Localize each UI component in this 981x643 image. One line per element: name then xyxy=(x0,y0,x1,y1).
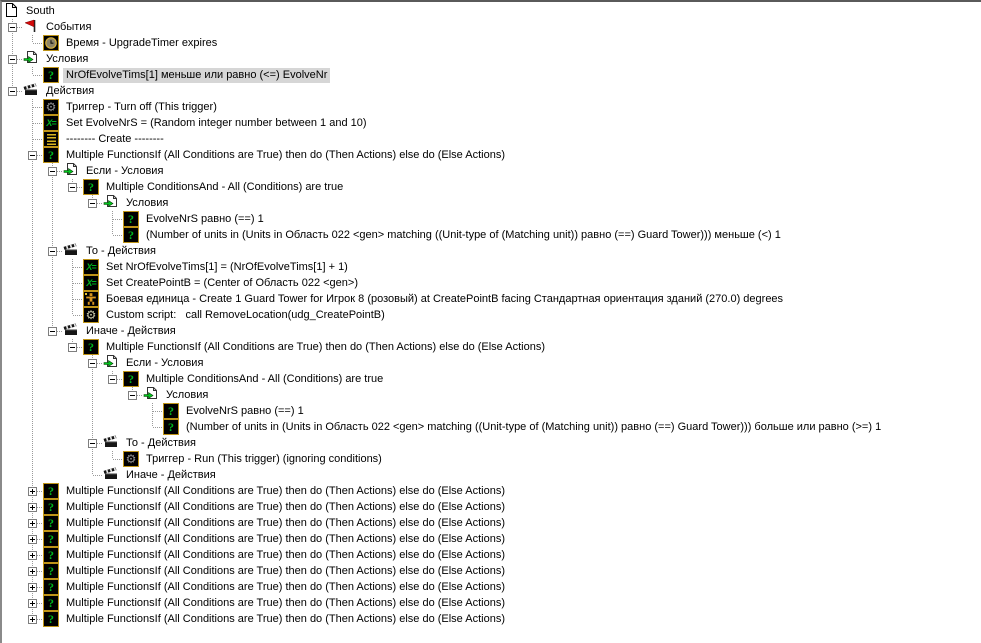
tree-row-label: Условия xyxy=(166,388,209,401)
tree-guide-line xyxy=(43,179,63,195)
tree-guide-line xyxy=(43,195,63,211)
condition-question-icon: ? xyxy=(83,339,99,355)
tree-guide-line xyxy=(3,291,23,307)
tree-guide-line xyxy=(3,467,23,483)
tree-guide-line xyxy=(43,435,63,451)
tree-row[interactable] xyxy=(3,467,981,483)
condition-question-icon: ? xyxy=(83,179,99,195)
tree-row-label: Set EvolveNrS = (Random integer number between 1 and 10) xyxy=(66,116,367,129)
tree-row[interactable] xyxy=(3,595,981,611)
expander-minus-icon[interactable] xyxy=(68,183,77,192)
tree-row-label: Боевая единица - Create 1 Guard Tower for Игрок 8 (розовый) at CreatePointB facing Стандартная ориентация зданий (270.0) degrees xyxy=(106,292,784,305)
conditions-page-icon xyxy=(63,163,79,179)
tree-guide-line xyxy=(3,451,23,467)
tree-row[interactable] xyxy=(3,259,981,275)
expander-minus-icon[interactable] xyxy=(68,343,77,352)
expander-plus-icon[interactable] xyxy=(28,599,37,608)
tree-row[interactable] xyxy=(3,387,981,403)
tree-guide-line xyxy=(3,67,23,83)
tree-row[interactable] xyxy=(3,563,981,579)
tree-guide-line xyxy=(63,403,83,419)
events-flag-icon xyxy=(23,19,39,35)
tree-connector xyxy=(23,131,43,147)
condition-question-icon: ? xyxy=(43,563,59,579)
tree-connector xyxy=(23,499,43,515)
tree-row-label: Multiple FunctionsIf (All Conditions are True) then do (Then Actions) else do (Else Actions) xyxy=(66,500,505,513)
trigger-gear-icon: ⚙ xyxy=(43,99,59,115)
tree-row-label: Иначе - Действия xyxy=(86,324,176,337)
tree-row[interactable] xyxy=(3,307,981,323)
expander-minus-icon[interactable] xyxy=(8,55,17,64)
tree-guide-line xyxy=(63,195,83,211)
tree-guide-line xyxy=(43,451,63,467)
tree-row-label: Multiple FunctionsIf (All Conditions are True) then do (Then Actions) else do (Else Actions) xyxy=(66,580,505,593)
tree-row-label: То - Действия xyxy=(126,436,196,449)
tree-connector xyxy=(43,163,63,179)
tree-guide-line xyxy=(43,403,63,419)
map-page-icon xyxy=(3,3,19,19)
tree-guide-line xyxy=(3,403,23,419)
tree-row-label: Multiple FunctionsIf (All Conditions are True) then do (Then Actions) else do (Else Actions) xyxy=(66,564,505,577)
tree-guide-line xyxy=(3,339,23,355)
tree-connector xyxy=(3,19,23,35)
tree-guide-line xyxy=(43,371,63,387)
tree-connector xyxy=(63,307,83,323)
tree-connector xyxy=(123,387,143,403)
tree-guide-line xyxy=(43,259,63,275)
tree-connector xyxy=(143,403,163,419)
condition-question-icon: ? xyxy=(163,403,179,419)
condition-question-icon: ? xyxy=(43,515,59,531)
expander-plus-icon[interactable] xyxy=(28,615,37,624)
tree-row-label: Multiple FunctionsIf (All Conditions are True) then do (Then Actions) else do (Else Actions) xyxy=(66,532,505,545)
expander-minus-icon[interactable] xyxy=(88,439,97,448)
tree-guide-line xyxy=(23,355,43,371)
condition-question-icon: ? xyxy=(43,547,59,563)
tree-guide-line xyxy=(3,195,23,211)
tree-connector xyxy=(43,323,63,339)
tree-connector xyxy=(23,99,43,115)
tree-row-label: Если - Условия xyxy=(126,356,204,369)
tree-connector xyxy=(83,355,103,371)
tree-guide-line xyxy=(43,339,63,355)
tree-row-label: То - Действия xyxy=(86,244,156,257)
tree-row[interactable] xyxy=(3,275,981,291)
tree-connector xyxy=(23,35,43,51)
tree-guide-line xyxy=(83,211,103,227)
tree-guide-line xyxy=(23,163,43,179)
tree-guide-line xyxy=(43,419,63,435)
actions-clapper-icon xyxy=(103,435,119,451)
tree-guide-line xyxy=(3,595,23,611)
tree-row-label: Set NrOfEvolveTims[1] = (NrOfEvolveTims[1] + 1) xyxy=(106,260,348,273)
expander-minus-icon[interactable] xyxy=(88,359,97,368)
tree-row-label: Если - Условия xyxy=(86,164,164,177)
tree-guide-line xyxy=(3,531,23,547)
tree-row[interactable] xyxy=(3,483,981,499)
tree-guide-line xyxy=(3,275,23,291)
tree-guide-line xyxy=(3,147,23,163)
expander-plus-icon[interactable] xyxy=(28,567,37,576)
condition-question-icon: ? xyxy=(43,611,59,627)
tree-guide-line xyxy=(63,211,83,227)
tree-guide-line xyxy=(3,99,23,115)
tree-row[interactable] xyxy=(3,291,981,307)
tree-guide-line xyxy=(123,403,143,419)
tree-guide-line xyxy=(3,547,23,563)
tree-connector xyxy=(143,419,163,435)
tree-guide-line xyxy=(43,307,63,323)
tree-guide-line xyxy=(23,435,43,451)
tree-connector xyxy=(103,451,123,467)
expander-minus-icon[interactable] xyxy=(48,167,57,176)
conditions-page-icon xyxy=(103,195,119,211)
tree-row[interactable] xyxy=(3,131,981,147)
tree-row-label: Триггер - Run (This trigger) (ignoring conditions) xyxy=(146,452,382,465)
tree-guide-line xyxy=(23,227,43,243)
tree-row[interactable] xyxy=(3,515,981,531)
condition-question-icon: ? xyxy=(123,227,139,243)
tree-guide-line xyxy=(3,419,23,435)
conditions-page-icon xyxy=(143,387,159,403)
tree-connector xyxy=(103,371,123,387)
tree-guide-line xyxy=(23,451,43,467)
tree-row-label: Multiple FunctionsIf (All Conditions are True) then do (Then Actions) else do (Else Actions) xyxy=(66,516,505,529)
tree-row-label: South xyxy=(26,4,55,17)
tree-guide-line xyxy=(23,387,43,403)
tree-guide-line xyxy=(3,323,23,339)
expander-minus-icon[interactable] xyxy=(108,375,117,384)
tree-guide-line xyxy=(3,371,23,387)
tree-row[interactable] xyxy=(3,83,981,99)
tree-connector xyxy=(23,147,43,163)
tree-row-label: -------- Create -------- xyxy=(66,132,164,145)
tree-row[interactable] xyxy=(3,163,981,179)
tree-row[interactable] xyxy=(3,323,981,339)
tree-connector xyxy=(63,179,83,195)
tree-row[interactable] xyxy=(3,211,981,227)
conditions-page-icon xyxy=(103,355,119,371)
tree-row[interactable] xyxy=(3,179,981,195)
tree-row[interactable] xyxy=(3,451,981,467)
tree-guide-line xyxy=(3,211,23,227)
tree-guide-line xyxy=(23,259,43,275)
tree-row-label: NrOfEvolveTims[1] меньше или равно (<=) EvolveNr xyxy=(63,68,330,83)
tree-connector xyxy=(23,115,43,131)
tree-row[interactable] xyxy=(3,243,981,259)
tree-guide-line xyxy=(3,483,23,499)
tree-row-label: Multiple FunctionsIf (All Conditions are True) then do (Then Actions) else do (Else Actions) xyxy=(106,340,545,353)
tree-row-label: Multiple FunctionsIf (All Conditions are True) then do (Then Actions) else do (Else Actions) xyxy=(66,484,505,497)
tree-row-label: Время - UpgradeTimer expires xyxy=(66,36,218,49)
condition-question-icon: ? xyxy=(43,531,59,547)
condition-question-icon: ? xyxy=(43,147,59,163)
tree-connector xyxy=(103,211,123,227)
expander-plus-icon[interactable] xyxy=(28,551,37,560)
tree-row[interactable] xyxy=(3,435,981,451)
tree-row-label: EvolveNrS равно (==) 1 xyxy=(146,212,264,225)
tree-guide-line xyxy=(83,451,103,467)
tree-guide-line xyxy=(63,451,83,467)
expander-minus-icon[interactable] xyxy=(8,87,17,96)
set-variable-icon: X= xyxy=(83,275,99,291)
actions-clapper-icon xyxy=(63,243,79,259)
tree-guide-line xyxy=(63,467,83,483)
expander-plus-icon[interactable] xyxy=(28,487,37,496)
actions-clapper-icon xyxy=(103,467,119,483)
tree-guide-line xyxy=(23,307,43,323)
tree-guide-line xyxy=(3,499,23,515)
script-gear-icon: ⚙ xyxy=(83,307,99,323)
tree-row[interactable] xyxy=(3,579,981,595)
tree-row-label: Custom script: call RemoveLocation(udg_CreatePointB) xyxy=(106,308,385,321)
tree-row-label: Multiple ConditionsAnd - All (Conditions) are true xyxy=(106,180,344,193)
tree-guide-line xyxy=(3,35,23,51)
tree-row[interactable] xyxy=(3,611,981,627)
tree-row[interactable] xyxy=(3,355,981,371)
expander-plus-icon[interactable] xyxy=(28,583,37,592)
tree-guide-line xyxy=(23,371,43,387)
tree-guide-line xyxy=(43,291,63,307)
expander-minus-icon[interactable] xyxy=(48,247,57,256)
tree-guide-line xyxy=(23,179,43,195)
tree-row[interactable] xyxy=(3,195,981,211)
tree-guide-line xyxy=(3,227,23,243)
expander-minus-icon[interactable] xyxy=(28,151,37,160)
tree-connector xyxy=(63,259,83,275)
tree-row-label: (Number of units in (Units in Область 022 <gen> matching ((Unit-type of (Matching unit)) равно (==) Guard Tower))) больше или равно (>=) 1 xyxy=(186,420,882,433)
tree-row[interactable] xyxy=(3,19,981,35)
tree-guide-line xyxy=(63,435,83,451)
tree-guide-line xyxy=(23,291,43,307)
tree-guide-line xyxy=(43,355,63,371)
tree-row-label: (Number of units in (Units in Область 022 <gen> matching ((Unit-type of (Matching unit)) равно (==) Guard Tower))) меньше (<) 1 xyxy=(146,228,781,241)
tree-guide-line xyxy=(3,243,23,259)
tree-row-label: Иначе - Действия xyxy=(126,468,216,481)
expander-minus-icon[interactable] xyxy=(88,199,97,208)
tree-guide-line xyxy=(23,275,43,291)
expander-minus-icon[interactable] xyxy=(8,23,17,32)
tree-guide-line xyxy=(3,387,23,403)
tree-guide-line xyxy=(3,563,23,579)
tree-row-label: События xyxy=(46,20,92,33)
tree-row[interactable] xyxy=(3,499,981,515)
tree-guide-line xyxy=(83,403,103,419)
condition-question-icon: ? xyxy=(43,499,59,515)
tree-connector xyxy=(83,467,103,483)
expander-plus-icon[interactable] xyxy=(28,519,37,528)
tree-guide-line xyxy=(3,579,23,595)
condition-question-icon: ? xyxy=(43,67,59,83)
tree-guide-line xyxy=(43,467,63,483)
tree-guide-line xyxy=(83,227,103,243)
tree-guide-line xyxy=(3,515,23,531)
tree-guide-line xyxy=(83,387,103,403)
tree-guide-line xyxy=(63,355,83,371)
tree-connector xyxy=(83,435,103,451)
tree-guide-line xyxy=(23,403,43,419)
tree-guide-line xyxy=(23,243,43,259)
tree-row-label: Условия xyxy=(46,52,89,65)
expander-minus-icon[interactable] xyxy=(128,391,137,400)
tree-guide-line xyxy=(103,403,123,419)
tree-guide-line xyxy=(23,195,43,211)
tree-guide-line xyxy=(3,307,23,323)
tree-guide-line xyxy=(63,419,83,435)
tree-connector xyxy=(83,195,103,211)
tree-guide-line xyxy=(23,339,43,355)
tree-guide-line xyxy=(63,387,83,403)
tree-connector xyxy=(23,579,43,595)
tree-row-label: Условия xyxy=(126,196,169,209)
tree-row-label: Multiple FunctionsIf (All Conditions are True) then do (Then Actions) else do (Else Actions) xyxy=(66,596,505,609)
tree-guide-line xyxy=(23,323,43,339)
tree-connector xyxy=(23,67,43,83)
tree-guide-line xyxy=(103,387,123,403)
tree-connector xyxy=(63,339,83,355)
tree-guide-line xyxy=(123,419,143,435)
comment-icon xyxy=(43,131,59,147)
condition-question-icon: ? xyxy=(43,579,59,595)
tree-row[interactable] xyxy=(3,51,981,67)
tree-connector xyxy=(103,227,123,243)
trigger-gear-icon: ⚙ xyxy=(123,451,139,467)
tree-guide-line xyxy=(83,419,103,435)
tree-guide-line xyxy=(3,131,23,147)
tree-guide-line xyxy=(23,211,43,227)
tree-row[interactable] xyxy=(3,67,981,83)
tree-connector xyxy=(23,531,43,547)
set-variable-icon: X= xyxy=(83,259,99,275)
tree-row[interactable] xyxy=(3,403,981,419)
tree-guide-line xyxy=(83,371,103,387)
tree-connector xyxy=(63,275,83,291)
tree-guide-line xyxy=(3,611,23,627)
tree-guide-line xyxy=(43,275,63,291)
tree-row[interactable] xyxy=(3,339,981,355)
tree-row-label: EvolveNrS равно (==) 1 xyxy=(186,404,304,417)
tree-row[interactable] xyxy=(3,531,981,547)
tree-guide-line xyxy=(23,419,43,435)
tree-connector xyxy=(43,243,63,259)
tree-row[interactable] xyxy=(3,547,981,563)
tree-guide-line xyxy=(43,227,63,243)
tree-row[interactable] xyxy=(3,3,981,19)
tree-guide-line xyxy=(3,163,23,179)
actions-clapper-icon xyxy=(23,83,39,99)
tree-row-label: Multiple FunctionsIf (All Conditions are True) then do (Then Actions) else do (Else Actions) xyxy=(66,148,505,161)
unit-icon xyxy=(83,291,99,307)
tree-guide-line xyxy=(43,211,63,227)
tree-row[interactable] xyxy=(3,35,981,51)
tree-connector xyxy=(3,83,23,99)
tree-guide-line xyxy=(3,115,23,131)
tree-guide-line xyxy=(63,371,83,387)
condition-question-icon: ? xyxy=(43,483,59,499)
tree-guide-line xyxy=(3,355,23,371)
tree-guide-line xyxy=(3,259,23,275)
tree-connector xyxy=(23,515,43,531)
timer-icon xyxy=(43,35,59,51)
actions-clapper-icon xyxy=(63,323,79,339)
tree-guide-line xyxy=(23,467,43,483)
tree-row-label: Multiple ConditionsAnd - All (Conditions) are true xyxy=(146,372,384,385)
tree-connector xyxy=(23,547,43,563)
tree-row-label: Триггер - Turn off (This trigger) xyxy=(66,100,217,113)
tree-guide-line xyxy=(63,227,83,243)
tree-connector xyxy=(63,291,83,307)
condition-question-icon: ? xyxy=(123,211,139,227)
tree-row[interactable] xyxy=(3,419,981,435)
tree-row-label: Multiple FunctionsIf (All Conditions are True) then do (Then Actions) else do (Else Actions) xyxy=(66,548,505,561)
condition-question-icon: ? xyxy=(163,419,179,435)
trigger-tree xyxy=(2,2,981,627)
tree-connector xyxy=(23,563,43,579)
tree-connector xyxy=(23,611,43,627)
set-variable-icon: X= xyxy=(43,115,59,131)
tree-guide-line xyxy=(3,179,23,195)
condition-question-icon: ? xyxy=(43,595,59,611)
tree-connector xyxy=(23,483,43,499)
conditions-page-icon xyxy=(23,51,39,67)
tree-guide-line xyxy=(43,387,63,403)
tree-connector xyxy=(3,51,23,67)
expander-minus-icon[interactable] xyxy=(48,327,57,336)
tree-row[interactable] xyxy=(3,147,981,163)
condition-question-icon: ? xyxy=(123,371,139,387)
tree-row[interactable] xyxy=(3,99,981,115)
tree-guide-line xyxy=(103,419,123,435)
tree-row[interactable] xyxy=(3,227,981,243)
tree-row-label: Set CreatePointB = (Center of Область 022 <gen>) xyxy=(106,276,358,289)
tree-row-label: Multiple FunctionsIf (All Conditions are True) then do (Then Actions) else do (Else Actions) xyxy=(66,612,505,625)
tree-guide-line xyxy=(3,435,23,451)
tree-row-label: Действия xyxy=(46,84,95,97)
tree-row[interactable] xyxy=(3,115,981,131)
expander-plus-icon[interactable] xyxy=(28,535,37,544)
tree-connector xyxy=(23,595,43,611)
expander-plus-icon[interactable] xyxy=(28,503,37,512)
